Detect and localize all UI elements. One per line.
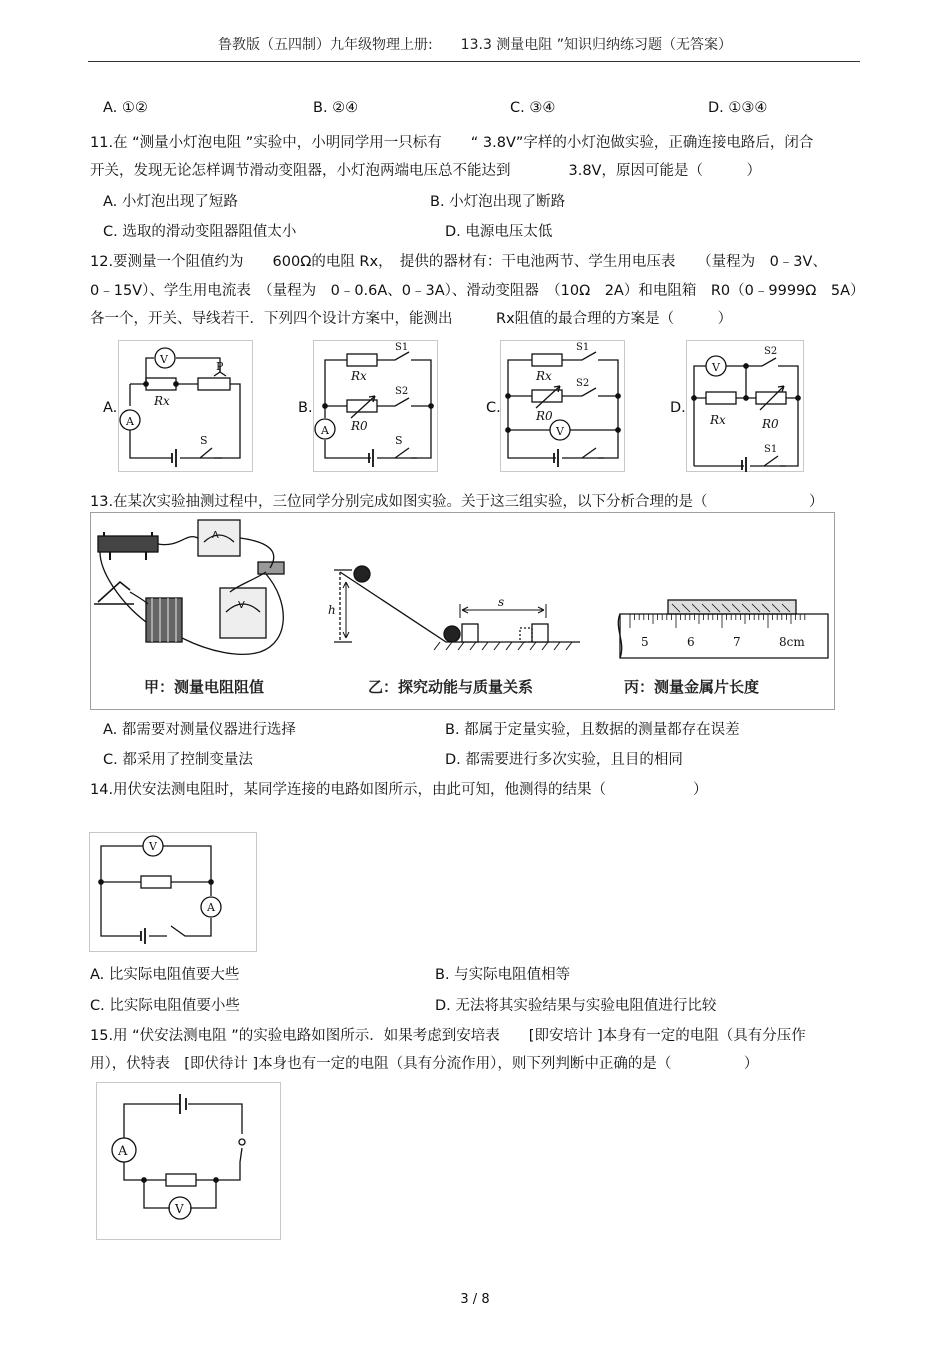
- switch-s-label: S: [200, 434, 208, 447]
- slider-p-label: P: [216, 360, 224, 373]
- ruler-ticks: [630, 614, 805, 628]
- q14-option-d: D. 无法将其实验结果与实验电阻值进行比较: [435, 998, 717, 1014]
- q14-option-b: B. 与实际电阻值相等: [435, 967, 571, 983]
- caption-yi: 乙：探究动能与质量关系: [368, 678, 534, 696]
- q12-option-d-label: D.: [670, 400, 686, 416]
- svg-text:A: A: [212, 530, 219, 541]
- ammeter-label: A: [321, 424, 329, 437]
- q14-option-c: C. 比实际电阻值要小些: [90, 998, 240, 1014]
- q12-option-c-label: C.: [486, 400, 501, 416]
- q13-option-a: A. 都需要对测量仪器进行选择: [103, 722, 296, 738]
- page-number: 3 / 8: [460, 1292, 490, 1307]
- q10-option-a: A. ①②: [103, 100, 148, 116]
- q13-option-c: C. 都采用了控制变量法: [103, 752, 253, 768]
- q11-option-b: B. 小灯泡出现了断路: [430, 194, 566, 210]
- q12-circuit-c: [500, 340, 625, 472]
- q12-option-a-label: A.: [103, 400, 118, 416]
- q15-stem-line1: 15.用 “伏安法测电阻 ”的实验电路如图所示．如果考虑到安培表 [即安培计 ]本身有一定的电阻（具有分压作: [90, 1028, 806, 1044]
- q15-circuit-figure: [96, 1082, 281, 1240]
- ruler-tick-label: 5: [641, 635, 649, 649]
- q14-option-a: A. 比实际电阻值要大些: [90, 967, 240, 983]
- ruler-tick-label: 6: [687, 635, 695, 649]
- q10-option-c: C. ③④: [510, 100, 556, 116]
- ammeter-label: A: [207, 901, 215, 914]
- q12-circuit-a: [118, 340, 253, 472]
- svg-text:V: V: [238, 600, 245, 611]
- s2-label: S2: [395, 386, 409, 397]
- ruler-tick-label: 7: [733, 635, 741, 649]
- switch-s-label: S: [395, 434, 403, 447]
- page-header-title: 鲁教版（五四制）九年级物理上册: 13.3 测量电阻 ”知识归纳练习题（无答案）: [217, 37, 733, 53]
- r0-label: R0: [762, 417, 779, 431]
- q10-option-d: D. ①③④: [708, 100, 768, 116]
- incline-kinetic-energy-drawing: [334, 566, 580, 650]
- voltmeter-label: V: [175, 1202, 184, 1216]
- r0-label: R0: [351, 419, 368, 433]
- r0-label: R0: [536, 409, 553, 423]
- height-label: h: [328, 603, 336, 617]
- q11-stem-line1: 11.在 “测量小灯泡电阻 ”实验中，小明同学用一只标有 “ 3.8V”字样的小灯泡做实验，正确连接电路后，闭合: [90, 135, 814, 151]
- voltmeter-label: V: [149, 840, 157, 853]
- q11-stem-line2: 开关，发现无论怎样调节滑动变阻器，小灯泡两端电压总不能达到 3.8V，原因可能是（ ）: [90, 163, 761, 179]
- resistance-apparatus-drawing: [94, 520, 284, 654]
- q12-stem-line3: 各一个，开关、导线若干．下列四个设计方案中，能测出 Rx阻值的最合理的方案是（ ）: [90, 311, 733, 327]
- s2-label: S2: [764, 346, 778, 357]
- s1-label: S1: [764, 444, 778, 455]
- distance-label: s: [498, 595, 505, 609]
- q13-stem-line1: 13.在某次实验抽测过程中，三位同学分别完成如图实验。关于这三组实验，以下分析合理的是（ ）: [90, 494, 824, 510]
- q15-stem-line2: 用），伏特表 [即伏待计 ]本身也有一定的电阻（具有分流作用），则下列判断中正确的是（ ）: [90, 1056, 759, 1072]
- ammeter-label: A: [126, 415, 134, 428]
- voltmeter-label: V: [160, 353, 168, 366]
- q13-option-d: D. 都需要进行多次实验，且目的相同: [445, 752, 683, 768]
- rx-label: Rx: [536, 369, 552, 383]
- header-divider: [88, 61, 860, 62]
- q14-stem-line1: 14.用伏安法测电阻时，某同学连接的电路如图所示，由此可知，他测得的结果（ ）: [90, 782, 708, 798]
- q13-experiments-figure: [90, 512, 835, 710]
- s1-label: S1: [395, 342, 409, 353]
- voltmeter-label: V: [712, 361, 720, 374]
- caption-jia: 甲：测量电阻阻值: [144, 678, 265, 696]
- q11-option-c: C. 选取的滑动变阻器阻值太小: [103, 224, 297, 240]
- ammeter-label: A: [118, 1144, 128, 1159]
- q12-option-b-label: B.: [298, 400, 313, 416]
- rx-label: Rx: [710, 413, 726, 427]
- q11-option-d: D. 电源电压太低: [445, 224, 553, 240]
- q13-option-b: B. 都属于定量实验，且数据的测量都存在误差: [445, 722, 740, 738]
- q11-option-a: A. 小灯泡出现了短路: [103, 194, 238, 210]
- voltmeter-label: V: [556, 425, 564, 438]
- caption-bing: 丙：测量金属片长度: [624, 678, 760, 696]
- q12-circuit-b: [313, 340, 438, 472]
- q12-stem-line2: 0﹣15V）、学生用电流表 （量程为 0﹣0.6A、0﹣3A）、滑动变阻器 （10Ω 2A）和电阻箱 R0（0﹣9999Ω 5A）: [90, 283, 865, 299]
- ruler-drawing: [618, 600, 828, 658]
- s1-label: S1: [576, 342, 590, 353]
- q14-circuit-figure: [89, 832, 257, 952]
- rx-label: Rx: [154, 394, 170, 408]
- q12-circuit-d: [686, 340, 804, 472]
- rx-label: Rx: [351, 369, 367, 383]
- ruler-tick-label: 8cm: [779, 635, 805, 649]
- s2-label: S2: [576, 378, 590, 389]
- q12-stem-line1: 12.要测量一个阻值约为 600Ω的电阻 Rx， 提供的器材有：干电池两节、学生用电压表 （量程为 0﹣3V、: [90, 254, 827, 270]
- q10-option-b: B. ②④: [313, 100, 359, 116]
